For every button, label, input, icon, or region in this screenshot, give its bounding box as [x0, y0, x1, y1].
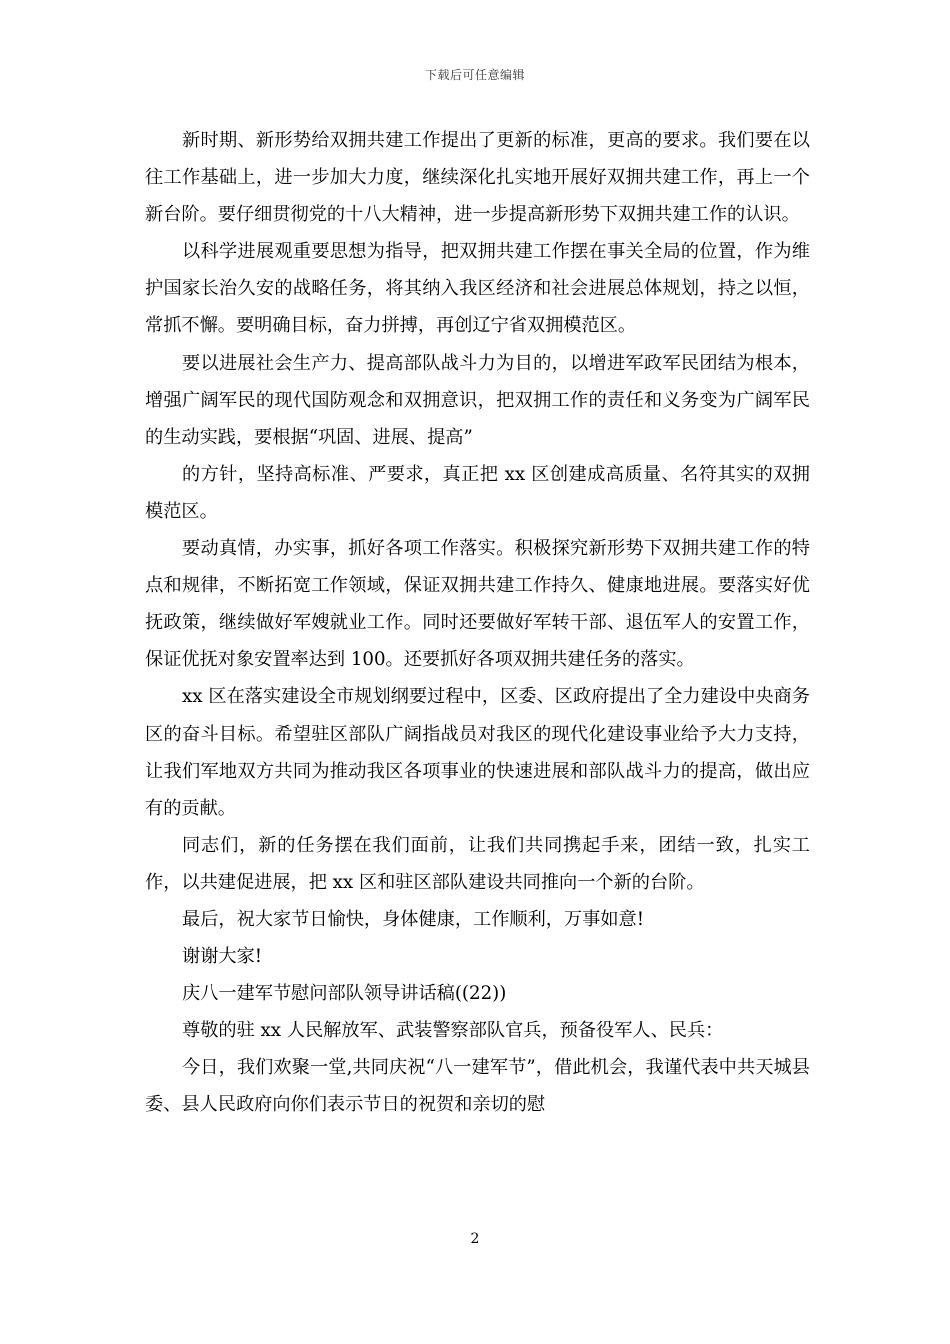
paragraph-7: 同志们，新的任务摆在我们面前，让我们共同携起手来，团结一致，扎实工作，以共建促进展，把 xx 区和驻区部队建设共同推向一个新的台阶。	[145, 834, 810, 893]
paragraph-9: 谢谢大家!	[182, 946, 263, 968]
section-title: 庆八一建军节慰问部队领导讲话稿((22))	[182, 983, 507, 1005]
paragraph-1: 新时期、新形势给双拥共建工作提出了更新的标准，更高的要求。我们要在以往工作基础上，进一步加大力度，继续深化扎实地开展好双拥共建工作，再上一个新台阶。要仔细贯彻党的十八大精神，进一步提高新形势下双拥共建工作的认识。	[145, 130, 810, 226]
paragraph-8: 最后，祝大家节日愉快，身体健康，工作顺利，万事如意!	[182, 908, 644, 930]
paragraph-5: 要动真情，办实事，抓好各项工作落实。积极探究新形势下双拥共建工作的特点和规律，不断拓宽工作领域，保证双拥共建工作持久、健康地进展。要落实好优抚政策，继续做好军嫂就业工作。同时还要做好军转干部、退伍军人的安置工作，保证优抚对象安置率达到 100。还要抓好各项双拥共建任务的落实。	[145, 538, 810, 671]
document-body	[145, 122, 810, 1124]
page-number: 2	[470, 1231, 480, 1247]
salutation: 尊敬的驻 xx 人民解放军、武装警察部队官兵，预备役军人、民兵：	[182, 1020, 724, 1042]
paragraph-6: xx 区在落实建设全市规划纲要过程中，区委、区政府提出了全力建设中央商务区的奋斗目标。希望驻区部队广阔指战员对我区的现代化建设事业给予大力支持，让我们军地双方共同为推动我区各项事业的快速进展和部队战斗力的提高，做出应有的贡献。	[145, 686, 810, 819]
page-header: 下载后可任意编辑	[424, 68, 525, 82]
paragraph-4: 的方针，坚持高标准、严要求，真正把 xx 区创建成高质量、名符其实的双拥模范区。	[145, 463, 810, 522]
paragraph-3: 要以进展社会生产力、提高部队战斗力为目的，以增进军政军民团结为根本，增强广阔军民的现代国防观念和双拥意识，把双拥工作的责任和义务变为广阔军民的生动实践，要根据“巩固、进展、提高”	[145, 352, 810, 448]
paragraph-12: 今日，我们欢聚一堂,共同庆祝“八一建军节”，借此机会，我谨代表中共天城县委、县人民政府向你们表示节日的祝贺和亲切的慰	[145, 1057, 810, 1116]
paragraph-2: 以科学进展观重要思想为指导，把双拥共建工作摆在事关全局的位置，作为维护国家长治久安的战略任务，将其纳入我区经济和社会进展总体规划，持之以恒，常抓不懈。要明确目标，奋力拼搏，再创辽宁省双拥模范区。	[145, 241, 810, 337]
